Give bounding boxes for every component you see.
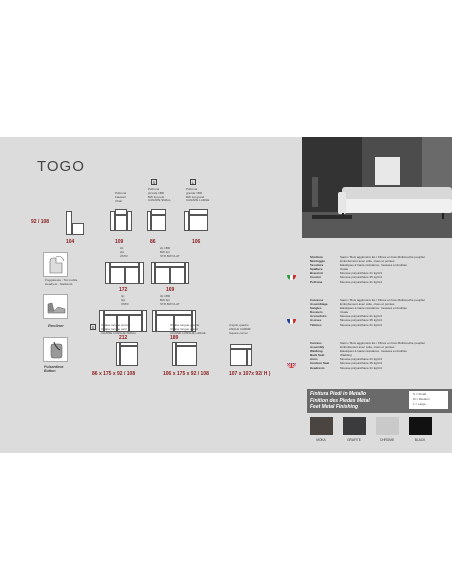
module-dim: 104 [66, 239, 75, 245]
module-caption: Poltrona grande 1BR BW 1pl grand CANAPE LARGE [186, 187, 210, 203]
finish-line-it: Finitura Piedi in Metallo [310, 391, 367, 397]
feature-caption: Pulsantiera Button [44, 365, 64, 374]
button-feature-icon [43, 337, 68, 362]
module-dim: 86 [150, 239, 156, 245]
size-badge: S [91, 325, 95, 330]
chaise-caption: Angolo quadro ANGLE CARRE' Square corner [229, 323, 252, 335]
catalog-sheet [0, 137, 452, 453]
chaise-dim: 107 x 107x 92/ H ) [229, 371, 271, 377]
legend-small: S = Small [413, 392, 426, 396]
swatch-label: MOKA [316, 438, 326, 442]
materials-french: Carcasse Sapin / Bois aggloméré EL / Fibres en bois Multicouche peuplier Assemblage Emboîtement avec colle, clous et pointes Sangles Elastiques à haute résistance, tressées et doubles Dossiers Ouate Accoudoirs Mousse polyuréthane 21 kg/m3 Assises Mousse polyuréthane 35 kg/m3 Têtières Mousse polyuréthane 21 kg/m3 [310, 298, 426, 327]
finish-line-fr: Finition des Piedes Métal [310, 397, 370, 404]
finish-header [307, 389, 452, 413]
swatch-black[interactable] [409, 417, 432, 435]
small-armchair-drawing [147, 209, 166, 233]
sofa-dim: 172 [119, 287, 128, 293]
chaise-caption: Chaise longue grande Chaise longue grand CHAISE LONGUE LARGE [170, 323, 206, 335]
swatch-chrome[interactable] [376, 417, 399, 435]
sofa-caption: 3p 1BR BW 3pl STR BW FLAT [160, 294, 180, 306]
large-armchair-drawing [184, 209, 208, 233]
product-photo [302, 137, 452, 238]
module-dim: 106 [192, 239, 201, 245]
legend-large: L = Large [413, 402, 426, 406]
chaise-dim: 106 x 175 x 92 / 108 [163, 371, 209, 377]
feature-caption: Poggiatesta - Têt mobile Headrest - Nackenst. [45, 278, 78, 286]
materials-italian: Struttura Sapin / Bois aggloméré EL / Fibres en bois Multicouche peuplier Montaggio Emboîtement avec colle, clous et pointes Tessitura Elastiques à haute résistance, tressées et doubles Spalliere Ouate Braccioli Mousse polyuréthane 21 kg/m3 Cuscini Mousse polyuréthane 35 kg/m3 Poltrona Mousse polyuréthane 21 kg/m3 [310, 255, 426, 284]
recliner-feature-icon [43, 294, 68, 319]
chaise-caption: Chaise longue piccola Chaise longue petit CHAISE LONGUE SMALL [101, 323, 137, 335]
sofa-dim: 169 [166, 287, 175, 293]
side-view-drawing [66, 211, 84, 235]
swatch-grafite[interactable] [343, 417, 366, 435]
sofa-2-seat-drawing [105, 262, 144, 284]
chaise-dim: 86 x 175 x 92 / 108 [92, 371, 136, 377]
swatch-label: BLACK [414, 438, 426, 442]
materials-english: Carcass Sapin / Bois aggloméré EL / Fibres en bois Multicouche peuplier Assembly Emboîtement avec colle, clous et pointes Webbing Elastiques à haute résistance, tressées et doubles Back Seat Wadding Arms Mousse polyuréthane 21 kg/m3 Cushion Seat Mousse polyuréthane 35 kg/m3 Headrests Mousse polyuréthane 21 kg/m3 [310, 341, 426, 370]
sofa-caption: 2p 1BR BW 2pl STR BW FLAT [160, 246, 180, 258]
sofa-caption: 3p 3pl 3STR [121, 294, 129, 306]
swatch-label: CHROME [379, 438, 395, 442]
italy-flag-icon [287, 271, 296, 280]
module-dim: 109 [115, 239, 124, 245]
chaise-small-drawing [116, 342, 138, 366]
side-dim: 92 / 108 [31, 219, 50, 225]
swatch-moka[interactable] [310, 417, 333, 435]
page-title: TOGO [37, 158, 85, 175]
france-flag-icon [287, 315, 296, 324]
module-caption: Poltrona Fauteuil Chair [115, 191, 127, 203]
finish-line-en: Feet Metal Finishing [310, 404, 359, 410]
swatch-label: GRAFITE [347, 438, 361, 442]
legend-medium: M = Medium [413, 397, 430, 401]
chaise-large-drawing [172, 342, 197, 366]
module-caption: Poltrona piccola 1BR BW 1pl petit CANAPE SMALL [148, 187, 172, 203]
sofa-caption: 2p 2pl 2STR [120, 246, 128, 258]
sofa-dim: 212 [119, 335, 128, 341]
size-legend [409, 391, 448, 409]
uk-flag-icon [287, 359, 296, 368]
headrest-feature-icon [43, 252, 68, 277]
sofa-dim: 189 [170, 335, 179, 341]
chair-drawing [110, 209, 132, 233]
feature-caption: Recliner [48, 323, 64, 328]
size-badge: S [152, 180, 156, 185]
sofa-2-seat-flat-drawing [151, 262, 189, 284]
square-corner-drawing [230, 344, 252, 366]
size-badge: L [191, 180, 195, 185]
